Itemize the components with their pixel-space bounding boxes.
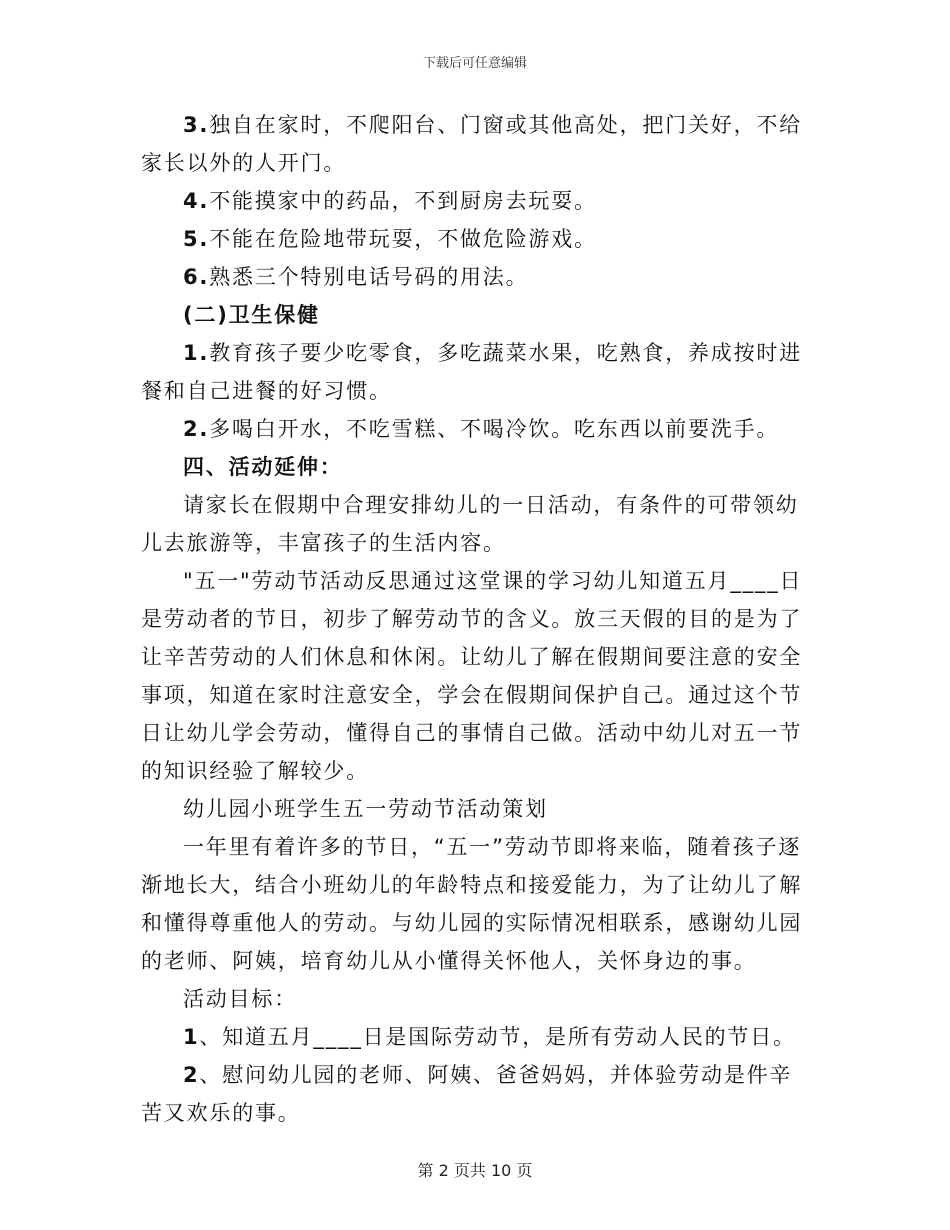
- paragraph-goal-2: [141, 1056, 809, 1132]
- item-number: 2: [183, 1063, 200, 1087]
- paragraph-goal-1: [141, 1018, 809, 1056]
- page-header: 下载后可任意编辑: [422, 56, 527, 71]
- paragraph-safety-3: [141, 106, 809, 182]
- item-number: 6.: [183, 265, 210, 289]
- paragraph-hygiene-2: [141, 410, 809, 448]
- paragraph-text: 熟悉三个特别电话号码的用法。: [209, 265, 529, 289]
- paragraph-safety-6: [141, 258, 809, 296]
- paragraph-hygiene-1: [141, 334, 809, 410]
- paragraph-plan-intro: 一年里有着许多的节日，“五一”劳动节即将来临，随着孩子逐渐地长大，结合小班幼儿的年龄特点和接爱能力，为了让幼儿了解和懂得尊重他人的劳动。与幼儿园的实际情况相联系，感谢幼儿园的老师、阿姨，培育幼儿从小懂得关怀他人，关怀身边的事。: [141, 835, 803, 973]
- item-number: 4.: [183, 189, 210, 213]
- paragraph-reflection: "五一"劳动节活动反思通过这堂课的学习幼儿知道五月____日是劳动者的节日，初步了解劳动节的含义。放三天假的目的是为了让辛苦劳动的人们休息和休闲。让幼儿了解在假期间要注意的安全事项，知道在家时注意安全，学会在假期间保护自己。通过这个节日让幼儿学会劳动，懂得自己的事情自己做。活动中幼儿对五一节的知识经验了解较少。: [141, 569, 803, 783]
- paragraph-text: 多喝白开水，不吃雪糕、不喝冷饮。吃东西以前要洗手。: [209, 417, 780, 441]
- item-number: 3.: [183, 113, 210, 137]
- page-footer: 第 2 页共 10 页: [417, 1161, 533, 1180]
- paragraph-text: 不能在危险地带玩耍，不做危险游戏。: [209, 227, 597, 251]
- paragraph-goals-label: 活动目标：: [183, 987, 297, 1011]
- paragraph-text: 、慰问幼儿园的老师、阿姨、爸爸妈妈，并体验劳动是件辛苦又欢乐的事。: [141, 1063, 793, 1125]
- item-number: 1.: [183, 341, 210, 365]
- item-number: 5.: [183, 227, 210, 251]
- section-heading-hygiene: (二)卫生保健: [183, 303, 320, 327]
- paragraph-text: 教育孩子要少吃零食，多吃蔬菜水果，吃熟食，养成按时进餐和自己进餐的好习惯。: [141, 341, 803, 403]
- paragraph-safety-5: [141, 220, 809, 258]
- document-body: [141, 106, 809, 1132]
- paragraph-safety-4: [141, 182, 809, 220]
- paragraph-text: 、知道五月____日是国际劳动节，是所有劳动人民的节日。: [199, 1025, 796, 1049]
- item-number: 2.: [183, 417, 210, 441]
- paragraph-text: 独自在家时，不爬阳台、门窗或其他高处，把门关好，不给家长以外的人开门。: [141, 113, 803, 175]
- item-number: 1: [183, 1025, 200, 1049]
- paragraph-extension: 请家长在假期中合理安排幼儿的一日活动，有条件的可带领幼儿去旅游等，丰富孩子的生活内容。: [141, 493, 799, 555]
- paragraph-text: 不能摸家中的药品，不到厨房去玩耍。: [209, 189, 597, 213]
- section-heading-extension: 四、活动延伸：: [183, 455, 343, 479]
- paragraph-plan-title: 幼儿园小班学生五一劳动节活动策划: [183, 797, 548, 821]
